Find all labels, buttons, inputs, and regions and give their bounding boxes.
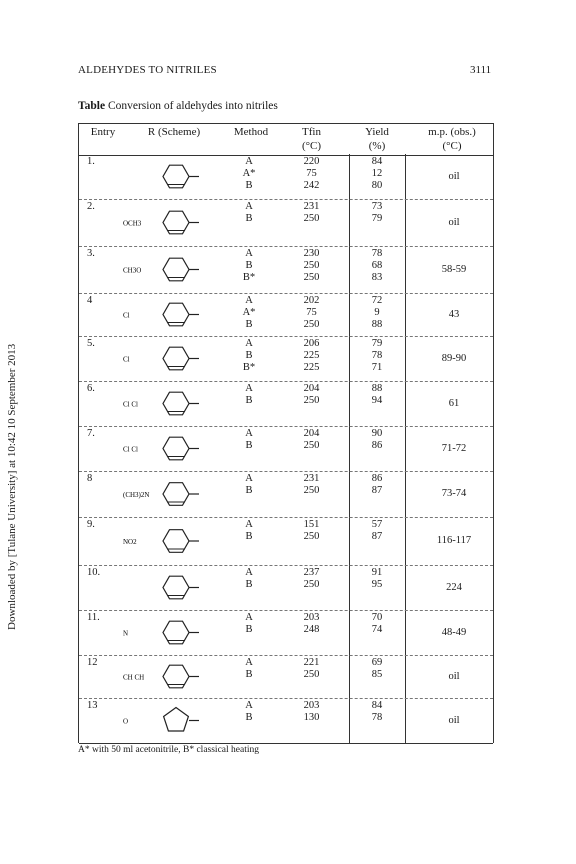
structure-diagram	[121, 428, 221, 469]
structure-diagram	[121, 338, 221, 379]
melting-point: oil	[448, 715, 460, 726]
melting-point: 73-74	[441, 488, 467, 499]
yield-value-column	[357, 612, 397, 636]
table-row	[79, 336, 493, 382]
method-value: B	[245, 440, 253, 451]
method-value-column	[229, 383, 269, 407]
temperature-value-column	[284, 428, 339, 452]
method-value: B	[245, 180, 253, 191]
header-tfin-unit: (°C)	[301, 140, 322, 152]
entry-number: 8	[87, 473, 93, 484]
structure-diagram	[121, 248, 221, 291]
yield-value-column	[357, 338, 397, 374]
melting-point: 61	[448, 398, 460, 409]
temperature-value: 203	[303, 612, 320, 623]
yield-value: 71	[371, 362, 383, 373]
method-value: B	[245, 531, 253, 542]
method-value-column	[229, 612, 269, 636]
method-value-column	[229, 657, 269, 681]
temperature-value: 250	[303, 319, 320, 330]
structure-diagram	[121, 700, 221, 741]
yield-value: 88	[371, 383, 383, 394]
header-mp: m.p. (obs.)	[428, 126, 476, 138]
melting-point: oil	[448, 217, 460, 228]
substituent-label: NO2	[123, 538, 137, 546]
yield-value: 72	[371, 295, 383, 306]
header-entry: Entry	[90, 126, 116, 138]
method-value: A	[245, 700, 253, 711]
yield-value: 78	[371, 712, 383, 723]
melting-point: oil	[448, 171, 460, 182]
method-value-column	[229, 428, 269, 452]
yield-value: 80	[371, 180, 383, 191]
method-value-column	[229, 519, 269, 543]
method-value: A	[245, 612, 253, 623]
yield-value-column	[357, 156, 397, 192]
table-row	[79, 471, 493, 518]
method-value: B	[245, 624, 253, 635]
yield-value: 87	[371, 485, 383, 496]
substituent-label: (CH3)2N	[123, 491, 150, 499]
entry-number: 10.	[87, 567, 101, 578]
download-note-text: Downloaded by [Tulane University] at 10:42 10 September 2013	[6, 343, 18, 630]
ring-shape	[164, 708, 189, 732]
entry-number: 9.	[87, 519, 95, 530]
melting-point: oil	[448, 671, 460, 682]
entry-number: 13	[87, 700, 98, 711]
temperature-value: 250	[303, 669, 320, 680]
method-value-column	[229, 295, 269, 331]
method-value: A	[245, 248, 253, 259]
method-value: A	[245, 428, 253, 439]
temperature-value: 202	[303, 295, 320, 306]
yield-value: 86	[371, 440, 383, 451]
method-value: A*	[242, 307, 256, 318]
method-value: A	[245, 156, 253, 167]
entry-number: 5.	[87, 338, 95, 349]
temperature-value-column	[284, 156, 339, 192]
method-value: A	[245, 519, 253, 530]
melting-point: 71-72	[441, 443, 467, 454]
temperature-value: 75	[306, 168, 317, 179]
temperature-value-column	[284, 612, 339, 636]
method-value: A	[245, 383, 253, 394]
temperature-value: 75	[306, 307, 317, 318]
yield-value: 88	[371, 319, 383, 330]
page-number: 3111	[470, 64, 492, 76]
yield-value: 9	[374, 307, 380, 318]
melting-point: 48-49	[441, 627, 467, 638]
temperature-value: 225	[303, 350, 320, 361]
temperature-value-column	[284, 201, 339, 225]
structure-diagram	[121, 201, 221, 244]
method-value: B	[245, 350, 253, 361]
method-value: A	[245, 657, 253, 668]
temperature-value: 231	[303, 201, 320, 212]
entry-number: 11.	[87, 612, 100, 623]
method-value: B*	[242, 272, 256, 283]
method-value-column	[229, 201, 269, 225]
yield-value: 57	[371, 519, 383, 530]
table-caption-label: Table	[78, 100, 106, 112]
method-value: B	[245, 260, 253, 271]
table-header	[79, 123, 493, 156]
temperature-value: 250	[303, 272, 320, 283]
temperature-value: 221	[303, 657, 320, 668]
method-value-column	[229, 248, 269, 284]
yield-value-column	[357, 428, 397, 452]
nitrile-table	[78, 123, 494, 743]
entry-number: 6.	[87, 383, 95, 394]
substituent-label: Cl	[123, 355, 130, 364]
substituent-label: Cl Cl	[123, 400, 138, 409]
yield-value: 84	[371, 700, 383, 711]
temperature-value: 231	[303, 473, 320, 484]
yield-value: 94	[371, 395, 383, 406]
method-value-column	[229, 338, 269, 374]
yield-value: 79	[371, 338, 383, 349]
temperature-value: 250	[303, 440, 320, 451]
temperature-value-column	[284, 338, 339, 374]
temperature-value: 230	[303, 248, 320, 259]
yield-value-column	[357, 248, 397, 284]
yield-value: 69	[371, 657, 383, 668]
temperature-value: 250	[303, 395, 320, 406]
temperature-value-column	[284, 295, 339, 331]
yield-value: 73	[371, 201, 383, 212]
temperature-value-column	[284, 473, 339, 497]
yield-value: 86	[371, 473, 383, 484]
table-row	[79, 517, 493, 566]
entry-number: 1.	[87, 156, 95, 167]
yield-value-column	[357, 473, 397, 497]
table-caption-text: Conversion of aldehydes into nitriles	[107, 100, 278, 112]
yield-value: 84	[371, 156, 383, 167]
yield-value: 74	[371, 624, 383, 635]
yield-value-column	[357, 657, 397, 681]
running-head: ALDEHYDES TO NITRILES	[78, 64, 217, 76]
temperature-value-column	[284, 657, 339, 681]
temperature-value: 220	[303, 156, 320, 167]
table-row	[79, 565, 493, 611]
table-caption	[78, 100, 278, 112]
table-row	[79, 655, 493, 699]
yield-value: 90	[371, 428, 383, 439]
method-value: B	[245, 579, 253, 590]
entry-number: 12	[87, 657, 98, 668]
temperature-value: 204	[303, 383, 320, 394]
temperature-value: 242	[303, 180, 320, 191]
entry-number: 7.	[87, 428, 95, 439]
temperature-value-column	[284, 567, 339, 591]
melting-point: 89-90	[441, 353, 467, 364]
method-value: B	[245, 669, 253, 680]
yield-value: 87	[371, 531, 383, 542]
yield-value: 68	[371, 260, 383, 271]
method-value-column	[229, 567, 269, 591]
temperature-value: 204	[303, 428, 320, 439]
melting-point: 224	[446, 582, 462, 593]
method-value-column	[229, 700, 269, 724]
side-download-note	[0, 0, 20, 864]
temperature-value: 206	[303, 338, 320, 349]
yield-value: 95	[371, 579, 383, 590]
method-value: A	[245, 295, 253, 306]
temperature-value: 250	[303, 485, 320, 496]
structure-diagram	[121, 156, 221, 197]
table-row	[79, 381, 493, 427]
temperature-value: 203	[303, 700, 320, 711]
yield-value: 85	[371, 669, 383, 680]
yield-value: 70	[371, 612, 383, 623]
temperature-value: 151	[303, 519, 320, 530]
melting-point: 43	[448, 309, 460, 320]
entry-number: 3.	[87, 248, 95, 259]
method-value: A	[245, 567, 253, 578]
temperature-value: 250	[303, 579, 320, 590]
temperature-value: 250	[303, 531, 320, 542]
substituent-label: CH CH	[123, 673, 145, 682]
method-value: A	[245, 473, 253, 484]
table-row	[79, 246, 493, 294]
substituent-label: Cl Cl	[123, 445, 138, 454]
substituent-label: OCH3	[123, 219, 142, 228]
structure-diagram	[121, 657, 221, 696]
melting-point: 58-59	[441, 264, 467, 275]
method-value: B	[245, 485, 253, 496]
structure-diagram	[121, 567, 221, 608]
table-row	[79, 154, 493, 200]
entry-number: 4	[87, 295, 93, 306]
yield-value-column	[357, 201, 397, 225]
header-yield-unit: (%)	[368, 140, 386, 152]
yield-value-column	[357, 519, 397, 543]
method-value: A*	[242, 168, 256, 179]
table-footnote: A* with 50 ml acetonitrile, B* classical heating	[78, 745, 259, 755]
method-value: B	[245, 319, 253, 330]
structure-diagram	[121, 383, 221, 424]
structure-diagram	[121, 612, 221, 653]
substituent-label: Cl	[123, 311, 130, 320]
temperature-value-column	[284, 383, 339, 407]
yield-value: 78	[371, 350, 383, 361]
table-row	[79, 199, 493, 247]
temperature-value: 248	[303, 624, 320, 635]
method-value: B	[245, 712, 253, 723]
temperature-value-column	[284, 248, 339, 284]
method-value: A	[245, 201, 253, 212]
structure-diagram	[121, 295, 221, 334]
method-value: A	[245, 338, 253, 349]
method-value: B	[245, 213, 253, 224]
table-row	[79, 610, 493, 656]
structure-diagram	[121, 519, 221, 563]
temperature-value: 237	[303, 567, 320, 578]
entry-number: 2.	[87, 201, 95, 212]
header-method: Method	[233, 126, 269, 138]
header-r-scheme: R (Scheme)	[147, 126, 201, 138]
substituent-label: O	[123, 717, 129, 726]
temperature-value: 250	[303, 213, 320, 224]
method-value-column	[229, 473, 269, 497]
yield-value-column	[357, 383, 397, 407]
header-tfin: Tfin	[302, 126, 321, 138]
yield-value: 91	[371, 567, 383, 578]
yield-value-column	[357, 567, 397, 591]
yield-value: 78	[371, 248, 383, 259]
temperature-value-column	[284, 700, 339, 724]
substituent-label: N	[123, 629, 129, 638]
temperature-value: 130	[303, 712, 320, 723]
yield-value-column	[357, 700, 397, 724]
temperature-value: 250	[303, 260, 320, 271]
temperature-value-column	[284, 519, 339, 543]
yield-value: 12	[371, 168, 383, 179]
structure-diagram	[121, 473, 221, 515]
table-row	[79, 293, 493, 337]
method-value: B*	[242, 362, 256, 373]
header-mp-unit: (°C)	[442, 140, 462, 152]
yield-value-column	[357, 295, 397, 331]
table-row	[79, 426, 493, 472]
melting-point: 116-117	[436, 535, 472, 546]
table-row	[79, 698, 493, 744]
yield-value: 79	[371, 213, 383, 224]
temperature-value: 225	[303, 362, 320, 373]
yield-value: 83	[371, 272, 383, 283]
substituent-label: CH3O	[123, 266, 142, 275]
header-yield: Yield	[365, 126, 389, 138]
method-value: B	[245, 395, 253, 406]
method-value-column	[229, 156, 269, 192]
